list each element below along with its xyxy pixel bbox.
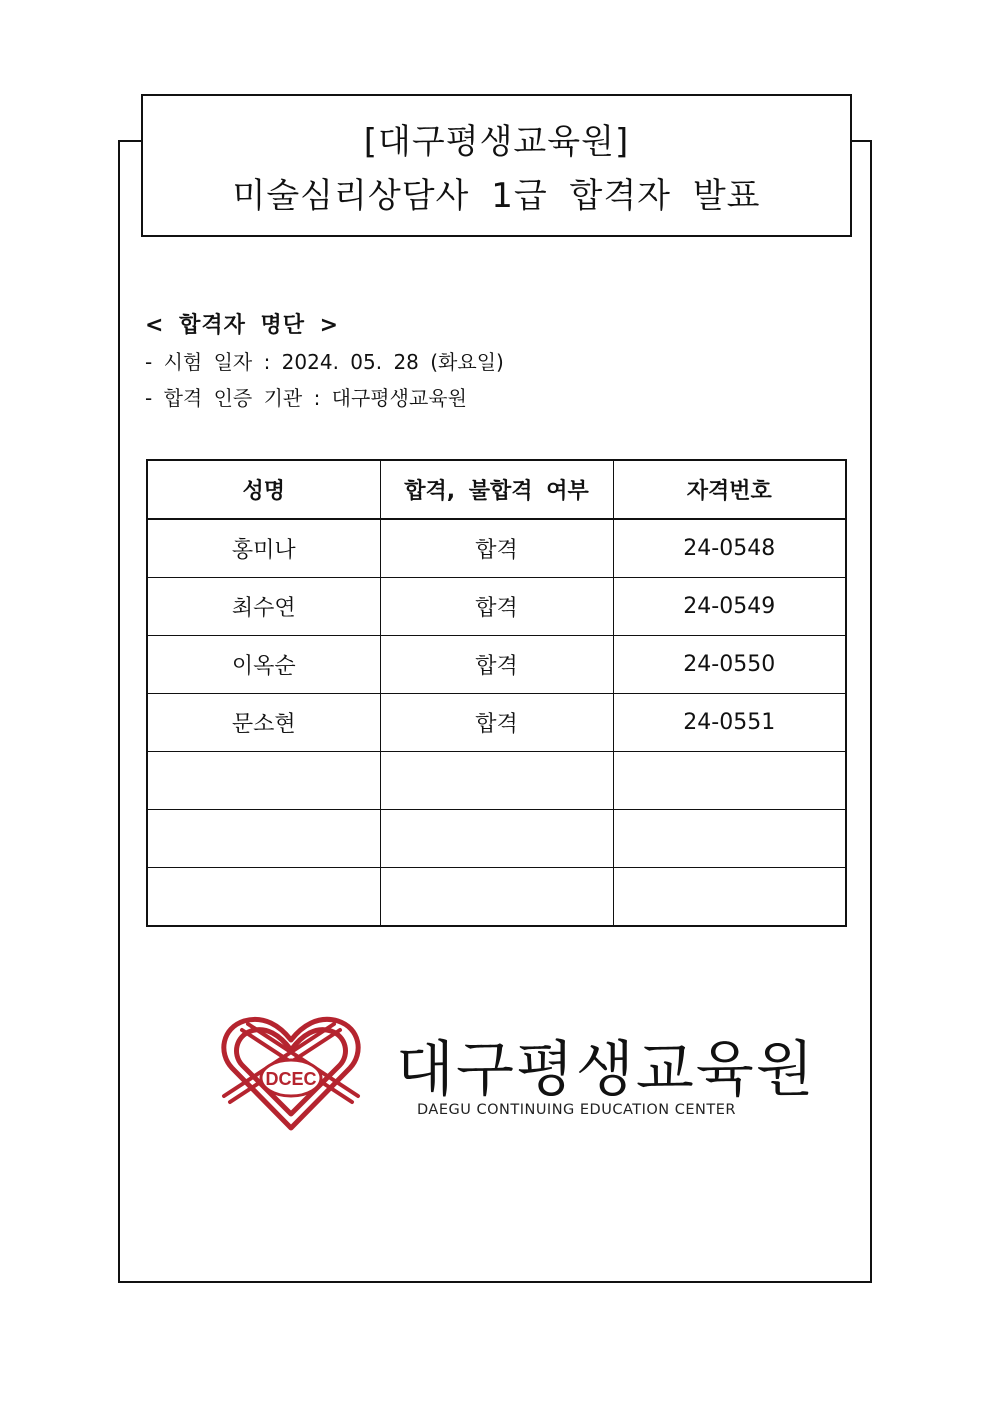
exam-date: - 시험 일자 : 2024. 05. 28 (화요일)	[145, 350, 504, 374]
cell-name: 최수연	[147, 578, 380, 636]
header-name: 성명	[147, 460, 380, 519]
cell-status: 합격	[380, 578, 613, 636]
cell-cert-number	[613, 810, 846, 868]
cell-name: 이옥순	[147, 636, 380, 694]
cell-cert-number	[613, 868, 846, 927]
institution-title: [대구평생교육원]	[363, 122, 630, 162]
section-heading: < 합격자 명단 >	[145, 313, 340, 338]
title-box	[141, 94, 852, 237]
cell-status	[380, 810, 613, 868]
cell-cert-number: 24-0549	[613, 578, 846, 636]
heart-logo-icon	[216, 1010, 366, 1135]
table-header-row	[147, 460, 846, 519]
logo-mark-text: DCEC	[265, 1069, 317, 1089]
cell-name	[147, 810, 380, 868]
cell-status: 합격	[380, 636, 613, 694]
table-row	[147, 868, 846, 927]
logo	[216, 1010, 816, 1140]
header-pass-status: 합격, 불합격 여부	[380, 460, 613, 519]
info-block	[145, 308, 845, 416]
cell-cert-number: 24-0548	[613, 519, 846, 578]
cell-name	[147, 868, 380, 927]
cell-name: 문소현	[147, 694, 380, 752]
logo-name-english: DAEGU CONTINUING EDUCATION CENTER	[417, 1102, 736, 1118]
announcement-title: 미술심리상담사 1급 합격자 발표	[232, 176, 761, 216]
cell-status	[380, 868, 613, 927]
table-row	[147, 636, 846, 694]
cell-cert-number: 24-0550	[613, 636, 846, 694]
results-table	[146, 459, 847, 927]
cell-name: 홍미나	[147, 519, 380, 578]
cell-name	[147, 752, 380, 810]
table-row	[147, 810, 846, 868]
logo-name-korean: 대구평생교육원	[396, 1035, 816, 1105]
table-row	[147, 694, 846, 752]
certifying-institution: - 합격 인증 기관 : 대구평생교육원	[145, 386, 467, 410]
cell-status: 합격	[380, 694, 613, 752]
cell-status	[380, 752, 613, 810]
table-row	[147, 578, 846, 636]
cell-cert-number: 24-0551	[613, 694, 846, 752]
table-row	[147, 752, 846, 810]
cell-status: 합격	[380, 519, 613, 578]
table-row	[147, 519, 846, 578]
header-cert-number: 자격번호	[613, 460, 846, 519]
cell-cert-number	[613, 752, 846, 810]
